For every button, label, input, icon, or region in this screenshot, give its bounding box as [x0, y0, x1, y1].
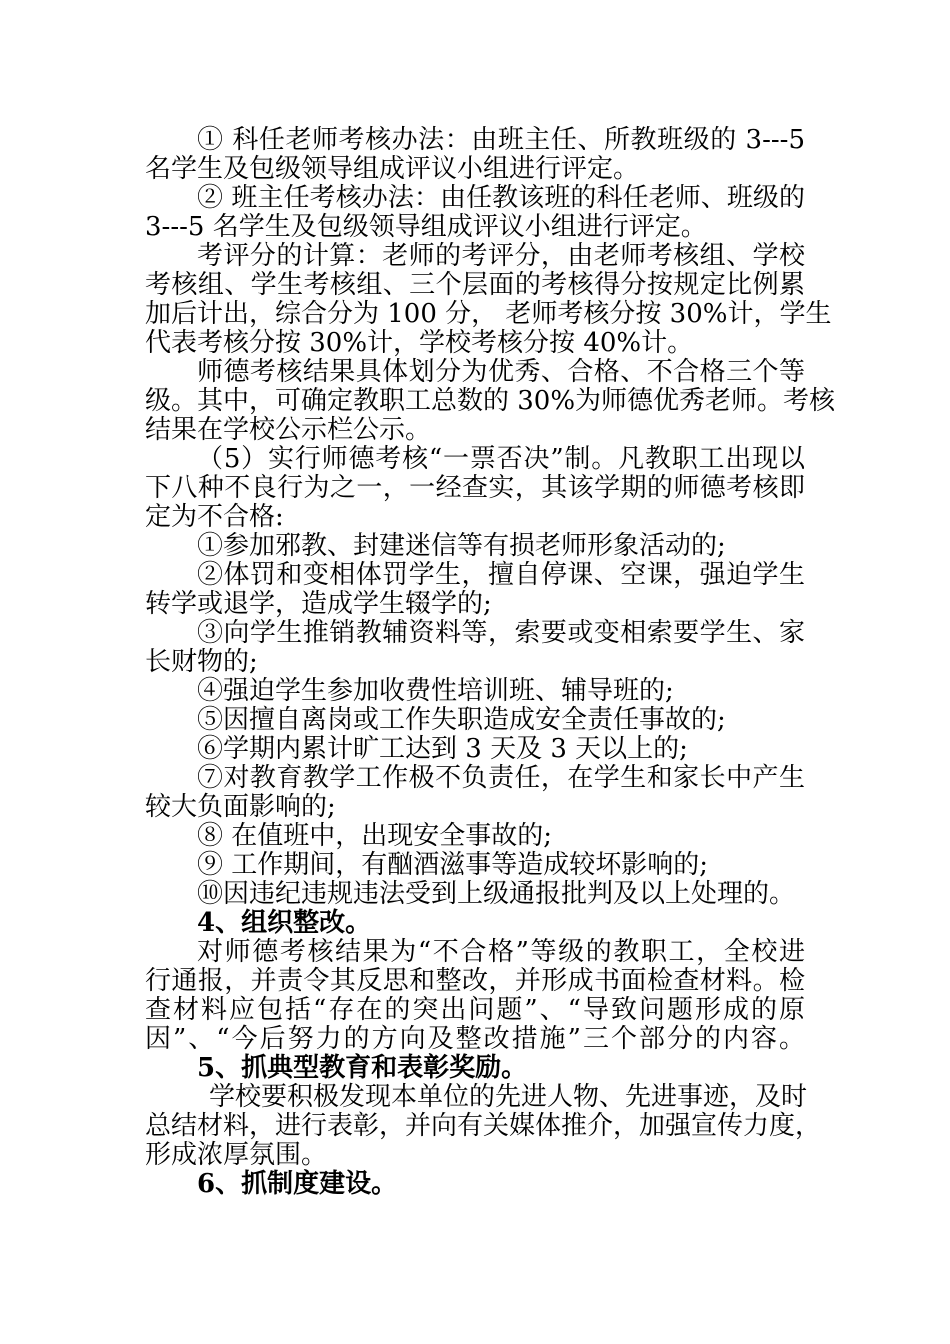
- text-line: 名学生及包级领导组成评议小组进行评定。: [145, 154, 640, 184]
- text-line: 较大负面影响的;: [145, 792, 336, 822]
- list-item: ②体罚和变相体罚学生，擅自停课、空课，强迫学生: [197, 560, 805, 590]
- text-line: 代表考核分按 30%计，学校考核分按 40%计。: [145, 328, 694, 358]
- list-item: ①参加邪教、封建迷信等有损老师形象活动的;: [197, 531, 726, 561]
- text-line: ② 班主任考核办法：由任教该班的科任老师、班级的: [197, 183, 805, 213]
- text-line: 总结材料，进行表彰，并向有关媒体推介，加强宣传力度，: [145, 1111, 822, 1141]
- list-item: ⑨ 工作期间，有酗酒滋事等造成较坏影响的;: [197, 850, 709, 880]
- list-item: ③向学生推销教辅资料等，索要或变相索要学生、家: [197, 618, 805, 648]
- list-item: ⑦对教育教学工作极不负责任，在学生和家长中产生: [197, 763, 805, 793]
- text-line: 考核组、学生考核组、三个层面的考核得分按规定比例累: [145, 270, 805, 300]
- text-line: （5）实行师德考核“一票否决”制。凡教职工出现以: [197, 444, 805, 474]
- list-item: ⑤因擅自离岗或工作失职造成安全责任事故的;: [197, 705, 726, 735]
- list-item: ⑥学期内累计旷工达到 3 天及 3 天以上的;: [197, 734, 688, 764]
- text-line: 下八种不良行为之一，一经查实，其该学期的师德考核即: [145, 473, 805, 503]
- list-item: ⑧ 在值班中，出现安全事故的;: [197, 821, 553, 851]
- text-line: 对师德考核结果为“不合格”等级的教职工，全校进: [197, 937, 805, 967]
- text-line: 形成浓厚氛围。: [145, 1140, 328, 1170]
- text-line: 因”、“今后努力的方向及整改措施”三个部分的内容。: [145, 1024, 805, 1054]
- text-line: 学校要积极发现本单位的先进人物、先进事迹，及时: [209, 1082, 808, 1112]
- section-heading: 4、组织整改。: [197, 908, 372, 938]
- text-line: 长财物的;: [145, 647, 258, 677]
- text-line: 3---5 名学生及包级领导组成评议小组进行评定。: [145, 212, 707, 242]
- text-line: 加后计出，综合分为 100 分， 老师考核分按 30%计，学生: [145, 299, 832, 329]
- text-line: 结果在学校公示栏公示。: [145, 415, 432, 445]
- list-item: ④强迫学生参加收费性培训班、辅导班的;: [197, 676, 674, 706]
- section-heading: 5、抓典型教育和表彰奖励。: [197, 1053, 528, 1083]
- text-line: 级。其中，可确定教职工总数的 30%为师德优秀老师。考核: [145, 386, 836, 416]
- list-item: ⑩因违纪违规违法受到上级通报批判及以上处理的。: [197, 879, 796, 909]
- text-line: 查材料应包括“存在的突出问题”、“导致问题形成的原: [145, 995, 805, 1025]
- text-line: 师德考核结果具体划分为优秀、合格、不合格三个等: [197, 357, 805, 387]
- text-line: 行通报，并责令其反思和整改，并形成书面检查材料。检: [145, 966, 805, 996]
- section-heading: 6、抓制度建设。: [197, 1169, 398, 1199]
- text-line: ① 科任老师考核办法：由班主任、所教班级的 3---5: [197, 125, 805, 155]
- text-line: 考评分的计算：老师的考评分，由老师考核组、学校: [197, 241, 805, 271]
- text-line: 定为不合格:: [145, 502, 284, 532]
- text-line: 转学或退学，造成学生辍学的;: [145, 589, 492, 619]
